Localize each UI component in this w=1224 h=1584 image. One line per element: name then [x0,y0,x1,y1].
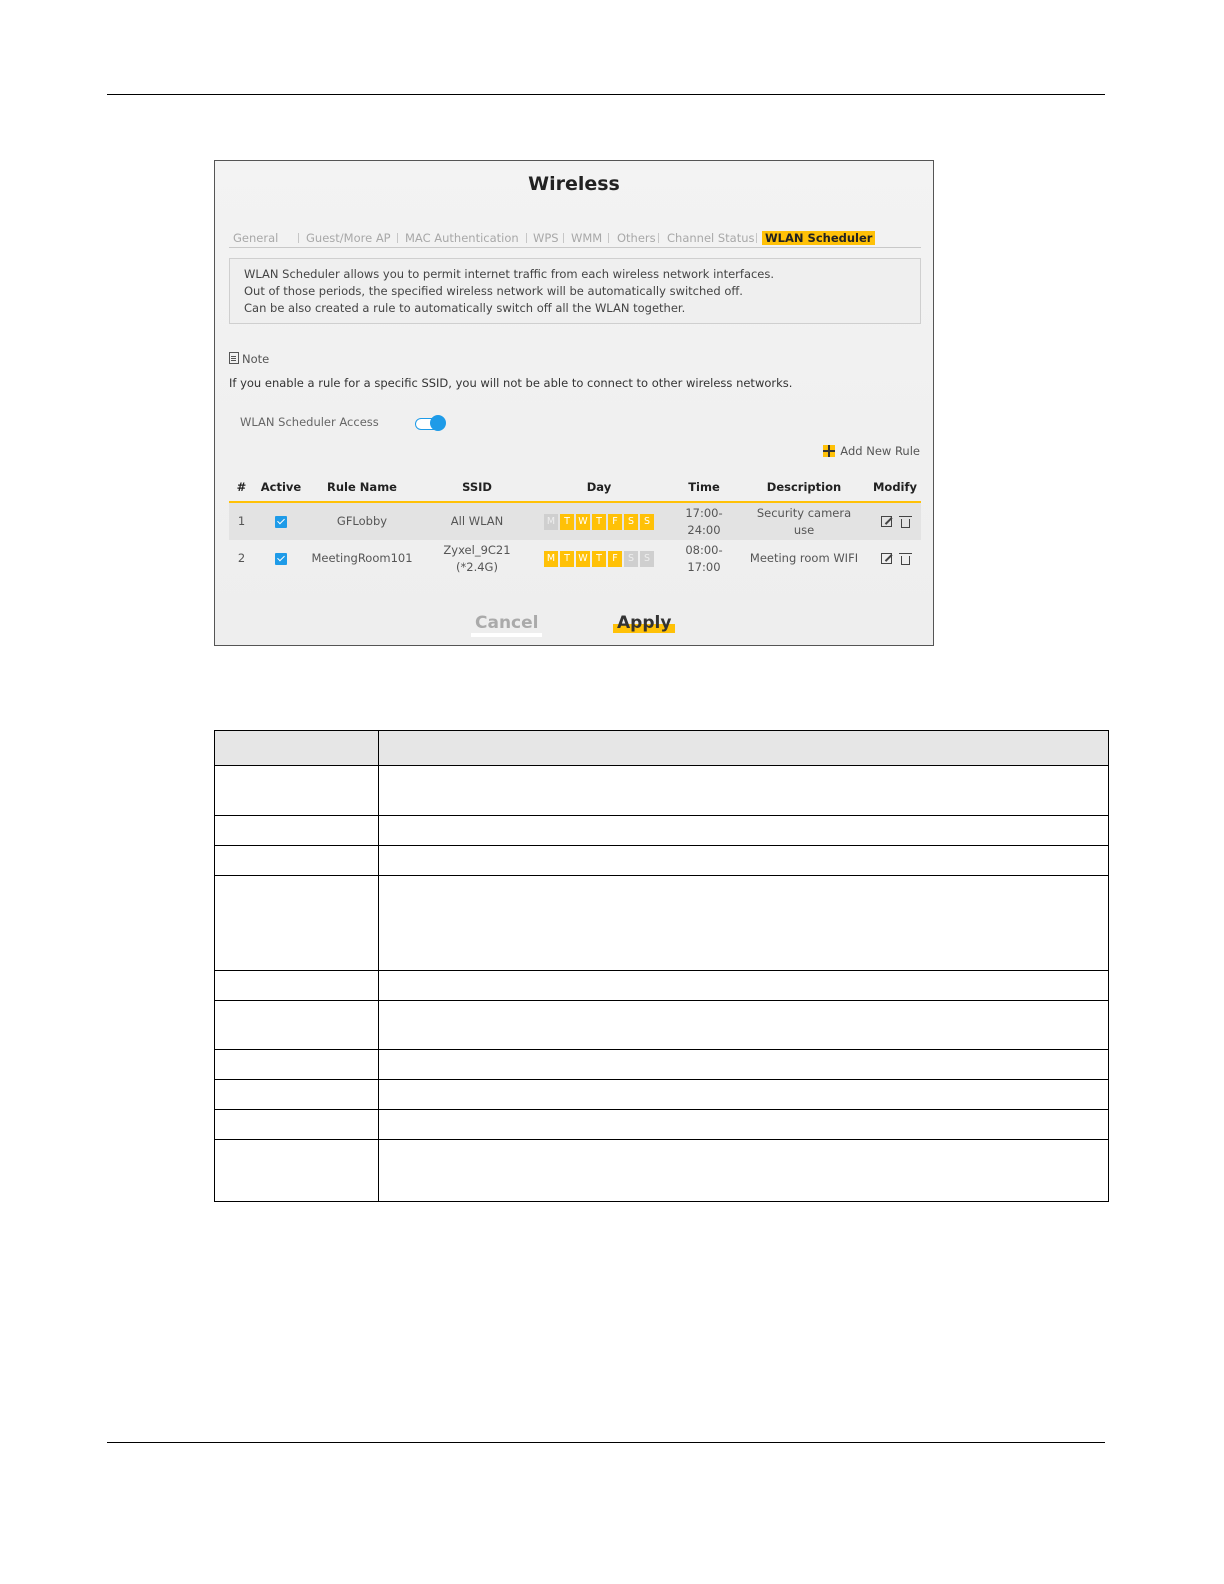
day-badge: S [640,551,654,567]
table-cell [379,1001,1109,1050]
table-cell [215,971,379,1001]
active-checkbox[interactable] [275,553,287,565]
rules-table-header [229,474,921,503]
table-row [215,971,1109,1001]
tab-channel-status[interactable]: Channel Status [667,231,755,245]
tab-separator [756,233,757,243]
day-badge: T [592,551,606,567]
day-badge: T [592,514,606,530]
rule-ssid: All WLAN [450,514,504,528]
table-cell [215,1140,379,1202]
table-cell [215,1001,379,1050]
table-cell [215,816,379,846]
table-cell [379,1050,1109,1080]
tab-separator [397,233,398,243]
tab-bar [229,231,921,248]
tab-separator [526,233,527,243]
active-checkbox[interactable] [275,516,287,528]
table-cell [215,1050,379,1080]
info-box [229,258,921,324]
table-row [229,503,921,540]
note-heading [229,352,269,366]
rule-name: MeetingRoom101 [311,551,413,565]
table-cell [379,971,1109,1001]
day-badge: S [624,551,638,567]
column-header: Time [688,480,720,494]
column-header: # [236,480,247,494]
table-cell [215,846,379,876]
day-badge: F [608,551,622,567]
rules-table [229,474,921,577]
tab-wps[interactable]: WPS [533,231,559,245]
modify-cell [869,540,921,577]
field-description-table [214,730,1109,1202]
table-cell [379,766,1109,816]
table-cell [379,816,1109,846]
rule-number: 1 [237,514,246,528]
table-row [215,1050,1109,1080]
note-text: If you enable a rule for a specific SSID, you will not be able to connect to other wireless networks. [229,376,793,390]
note-title: Note [242,352,270,366]
table-row [215,846,1109,876]
active-cell [257,540,305,577]
table-cell [379,1140,1109,1202]
table-cell [215,1110,379,1140]
rule-description: Meeting room WIFI [749,551,859,565]
add-new-rule-label: Add New Rule [840,444,920,458]
tab-separator [563,233,564,243]
rule-name: GFLobby [336,514,388,528]
table-cell [215,766,379,816]
modify-cell [869,503,921,540]
tab-mac-authentication[interactable]: MAC Authentication [405,231,519,245]
toggle-knob [430,415,446,431]
info-line: Can be also created a rule to automatically switch off all the WLAN together. [244,301,686,315]
plus-icon [823,445,835,457]
day-badge: S [624,514,638,530]
rule-time: 08:00- 17:00 [685,542,723,574]
table-row [215,1110,1109,1140]
header-cell [379,731,1109,766]
header-rule [107,94,1105,95]
day-cell [539,503,659,540]
table-cell [379,876,1109,971]
scheduler-access-label: WLAN Scheduler Access [240,415,379,429]
tab-guest-more-ap[interactable]: Guest/More AP [306,231,391,245]
wireless-screenshot [214,160,934,646]
table-cell [379,1080,1109,1110]
day-badge: T [560,514,574,530]
column-header: Active [260,480,302,494]
info-line: Out of those periods, the specified wireless network will be automatically switched off. [244,284,743,298]
column-header: SSID [462,480,492,494]
day-badges [544,514,654,530]
footer-rule [107,1442,1105,1443]
rule-ssid: Zyxel_9C21 (*2.4G) [443,542,511,574]
note-icon [229,352,239,364]
page-title: Wireless [528,173,620,195]
table-cell [379,1110,1109,1140]
trash-icon[interactable] [901,519,910,528]
table-row [215,816,1109,846]
day-badge: T [560,551,574,567]
tab-separator [608,233,609,243]
tab-general[interactable]: General [233,231,279,245]
table-header-row [215,731,1109,766]
scheduler-access-toggle[interactable] [415,418,443,430]
add-new-rule-button[interactable] [823,444,920,458]
day-badge: F [608,514,622,530]
tab-others[interactable]: Others [617,231,656,245]
day-badge: S [640,514,654,530]
tab-separator [658,233,659,243]
table-row [215,766,1109,816]
table-cell [215,876,379,971]
table-row [229,540,921,577]
apply-button[interactable]: Apply [613,613,675,633]
tab-wlan-scheduler[interactable]: WLAN Scheduler [762,231,875,245]
table-row [215,1001,1109,1050]
day-badge: M [544,514,558,530]
column-header: Rule Name [327,480,397,494]
column-header: Description [766,480,842,494]
rule-number: 2 [237,551,246,565]
day-badge: M [544,551,558,567]
header-cell [215,731,379,766]
day-badges [544,551,654,567]
column-header: Modify [872,480,918,494]
info-line: WLAN Scheduler allows you to permit internet traffic from each wireless network interfaces. [244,267,775,281]
table-cell [379,846,1109,876]
tab-separator [298,233,299,243]
rule-time: 17:00- 24:00 [685,505,723,537]
day-cell [539,540,659,577]
tab-wmm[interactable]: WMM [571,231,603,245]
day-badge: W [576,514,590,530]
active-cell [257,503,305,540]
table-row [215,1140,1109,1202]
table-row [215,1080,1109,1110]
column-header: Day [586,480,612,494]
rule-description: Security camera use [756,505,852,537]
table-row [215,876,1109,971]
cancel-button[interactable]: Cancel [471,613,542,637]
edit-icon[interactable] [881,553,892,564]
trash-icon[interactable] [901,556,910,565]
edit-icon[interactable] [881,516,892,527]
table-cell [215,1080,379,1110]
day-badge: W [576,551,590,567]
